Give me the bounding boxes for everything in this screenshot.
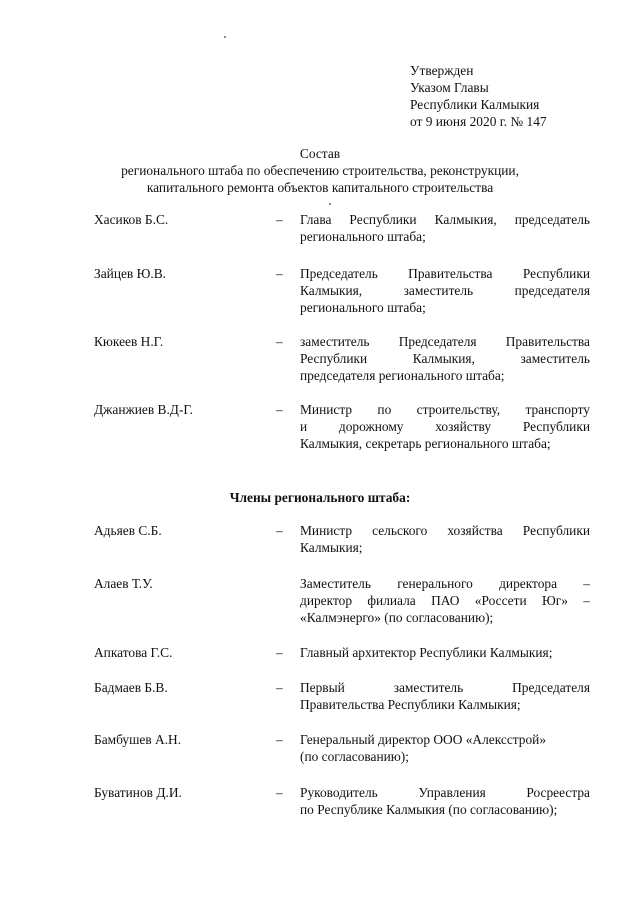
role-line: Калмыкия, секретарь регионального штаба;	[300, 436, 551, 451]
role-line: Заместитель генерального директора –	[300, 576, 590, 591]
member-role	[300, 265, 590, 316]
role-line: Руководитель Управления Росреестра	[300, 785, 590, 800]
member-name: Буватинов Д.И.	[94, 785, 182, 800]
role-line: Председатель Правительства Республики	[300, 266, 590, 281]
role-line: Министр по строительству, транспорту	[300, 402, 590, 417]
title-line: капитального ремонта объектов капитального строительства	[146, 180, 494, 195]
member-role	[300, 401, 590, 452]
dash-separator: –	[276, 785, 283, 800]
role-line: Генеральный директор ООО «Алексстрой»	[300, 732, 547, 747]
document-title	[60, 145, 580, 196]
dash-separator: –	[276, 402, 283, 417]
approval-line: Указом Главы	[410, 80, 489, 95]
role-line: Министр сельского хозяйства Республики	[300, 523, 590, 538]
role-line: регионального штаба;	[300, 229, 426, 244]
member-role	[300, 679, 590, 713]
dash-separator: –	[276, 523, 283, 538]
member-role	[300, 784, 590, 818]
role-line: Первый заместитель Председателя	[300, 680, 590, 695]
scan-speck	[329, 203, 331, 205]
scan-speck	[224, 36, 226, 38]
role-line: (по согласованию);	[300, 749, 409, 764]
role-line: заместитель Председателя Правительства	[300, 334, 590, 349]
role-line: Главный архитектор Республики Калмыкия;	[300, 645, 553, 660]
dash-separator: –	[276, 212, 283, 227]
role-line: и дорожному хозяйству Республики	[300, 419, 590, 434]
member-role	[300, 522, 590, 556]
approval-line: Утвержден	[410, 63, 474, 78]
dash-separator: –	[276, 334, 283, 349]
role-line: Глава Республики Калмыкия, председатель	[300, 212, 590, 227]
member-role	[300, 333, 590, 384]
member-name: Бамбушев А.Н.	[94, 732, 182, 747]
member-name: Бадмаев Б.В.	[94, 680, 168, 695]
member-name: Зайцев Ю.В.	[94, 266, 166, 281]
title-heading: Состав	[299, 146, 341, 161]
members-heading: Члены регионального штаба:	[229, 490, 411, 505]
role-line: регионального штаба;	[300, 300, 426, 315]
role-line: директор филиала ПАО «Россети Юг» –	[300, 593, 590, 608]
role-line: Калмыкия;	[300, 540, 363, 555]
role-line: Республики Калмыкия, заместитель	[300, 351, 590, 366]
dash-separator: –	[276, 266, 283, 281]
member-name: Апкатова Г.С.	[94, 645, 173, 660]
member-role	[300, 211, 590, 245]
approval-line: Республики Калмыкия	[410, 97, 540, 112]
member-name: Хасиков Б.С.	[94, 212, 169, 227]
role-line: председателя регионального штаба;	[300, 368, 505, 383]
dash-separator: –	[276, 732, 283, 747]
role-line: по Республике Калмыкия (по согласованию);	[300, 802, 558, 817]
role-line: Калмыкия, заместитель председателя	[300, 283, 590, 298]
member-name: Джанжиев В.Д-Г.	[94, 402, 193, 417]
role-line: Правительства Республики Калмыкия;	[300, 697, 521, 712]
member-name: Адьяев С.Б.	[94, 523, 162, 538]
member-role	[300, 575, 590, 626]
approval-stamp	[410, 62, 610, 130]
approval-line: от 9 июня 2020 г. № 147	[410, 114, 547, 129]
dash-separator: –	[276, 645, 283, 660]
title-line: регионального штаба по обеспечению строительства, реконструкции,	[121, 163, 519, 178]
member-role	[300, 644, 590, 661]
member-role	[300, 731, 590, 765]
role-line: «Калмэнерго» (по согласованию);	[300, 610, 494, 625]
member-name: Алаев Т.У.	[94, 576, 153, 591]
dash-separator: –	[276, 680, 283, 695]
member-name: Кюкеев Н.Г.	[94, 334, 164, 349]
